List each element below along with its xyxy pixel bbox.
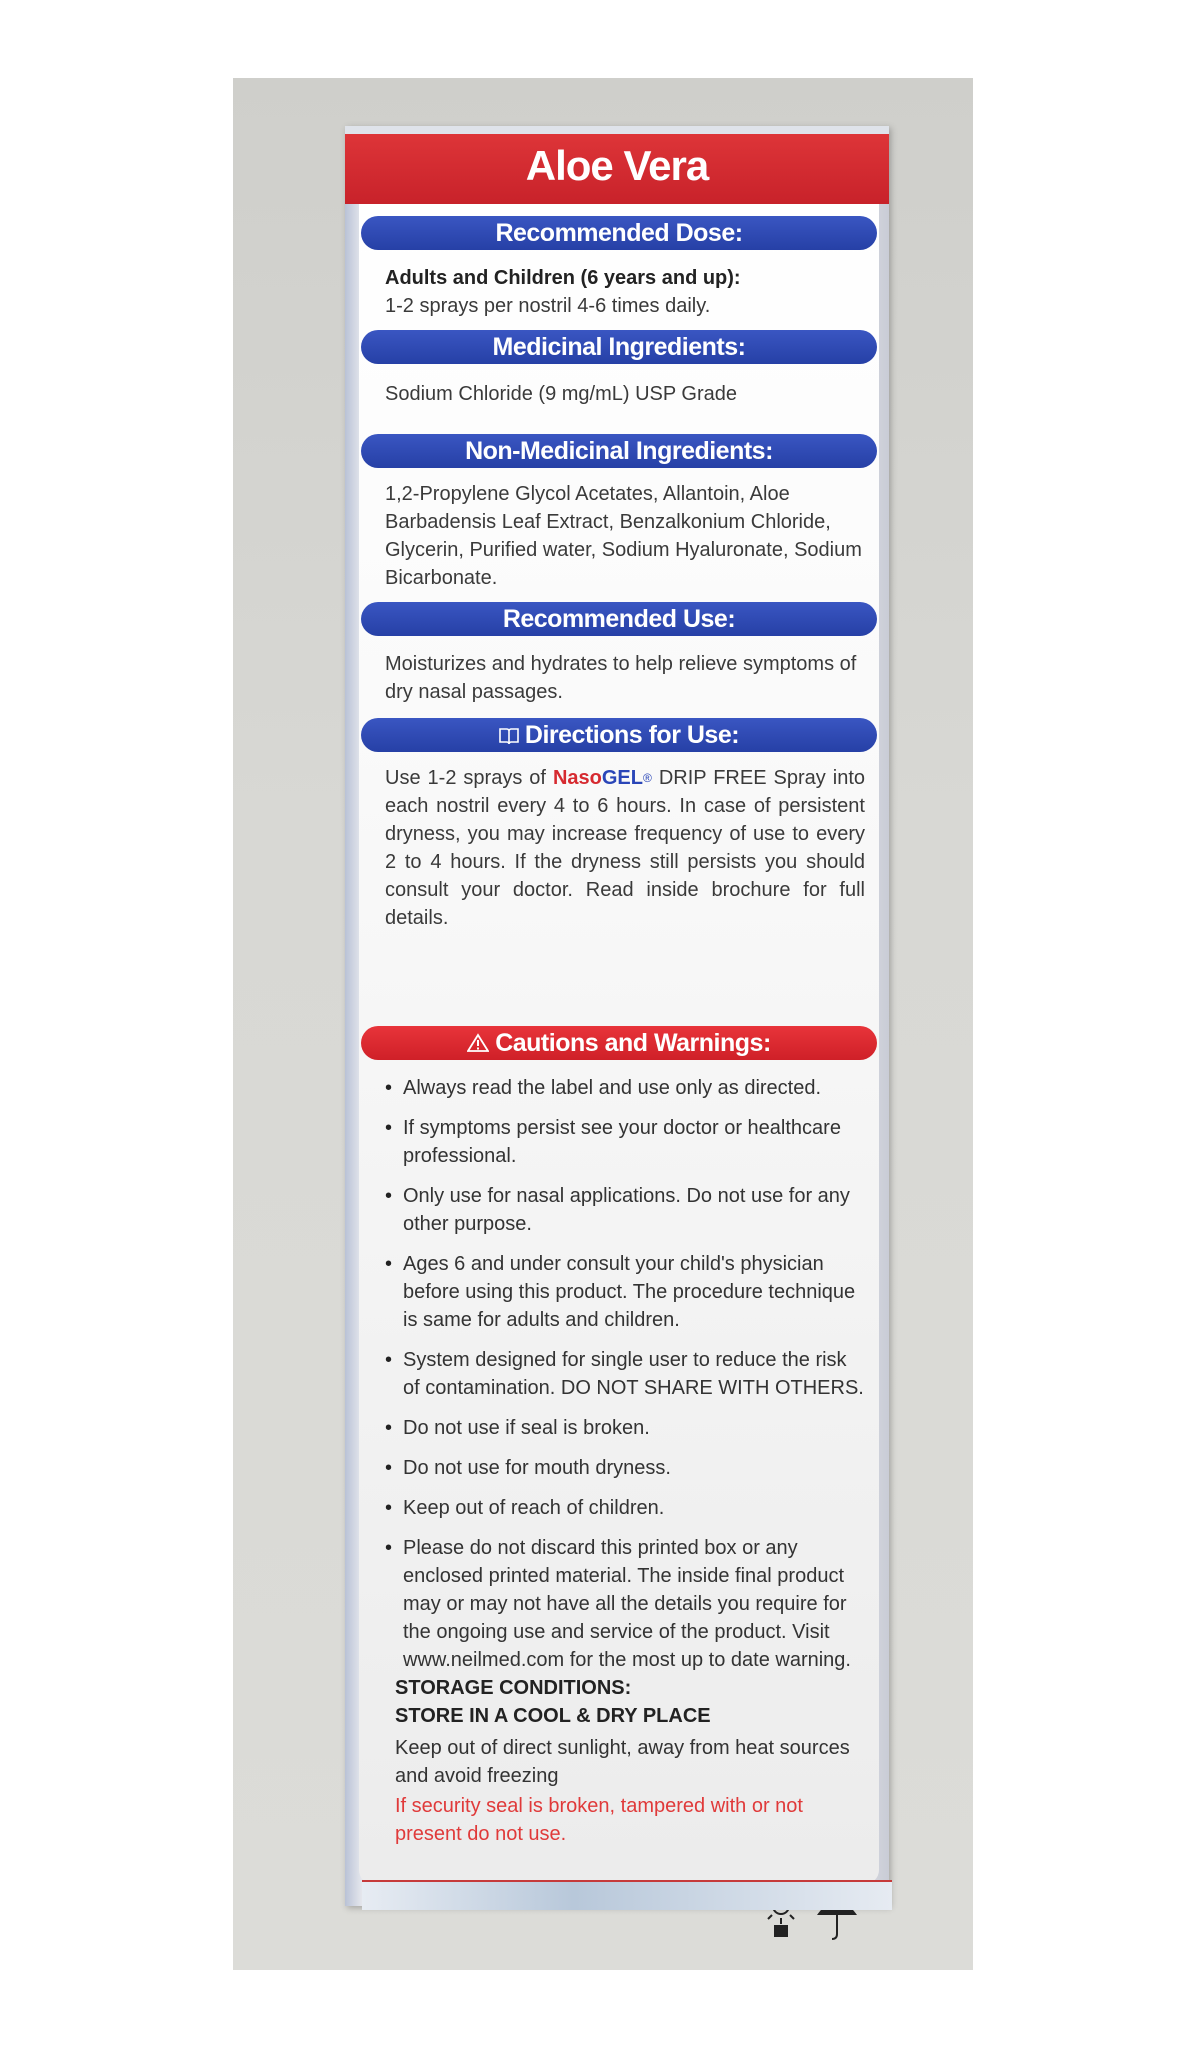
book-icon: [499, 718, 519, 752]
storage-title: STORAGE CONDITIONS: STORE IN A COOL & DRY PLACE: [395, 1677, 711, 1727]
list-item: • Always read the label and use only as directed.: [385, 1074, 865, 1102]
list-item: • System designed for single user to reduce the risk of contamination. DO NOT SHARE WITH OTHERS.: [385, 1346, 865, 1402]
directions-text: Use 1-2 sprays of NasoGEL® DRIP FREE Spray into each nostril every 4 to 6 hours. In case of persistent dryness, you may increase frequency of use to every 2 to 4 hours. If the dryness still persists you should consult your doctor. Read inside brochure for full details.: [385, 767, 865, 929]
label-panel: [359, 204, 879, 1884]
brand-naso: Naso: [552, 767, 602, 789]
box-bottom-edge: [362, 1880, 892, 1910]
list-item: • If symptoms persist see your doctor or healthcare professional.: [385, 1114, 865, 1170]
list-item: • Keep out of reach of children.: [385, 1494, 865, 1522]
list-item: • Only use for nasal applications. Do not use for any other purpose.: [385, 1182, 865, 1238]
non-medicinal-heading: Non-Medicinal Ingredients:: [361, 434, 877, 468]
list-item: • Ages 6 and under consult your child's physician before using this product. The procedure technique is same for adults and children.: [385, 1250, 865, 1334]
product-box-side: [345, 126, 889, 1906]
brand-gel: GEL: [601, 767, 643, 789]
medicinal-heading: Medicinal Ingredients:: [361, 330, 877, 364]
list-item: • Do not use if seal is broken.: [385, 1414, 865, 1442]
directions-heading-label: Directions for Use:: [524, 721, 740, 749]
storage-text: Keep out of direct sunlight, away from heat sources and avoid freezing: [395, 1737, 850, 1787]
medicinal-text: Sodium Chloride (9 mg/mL) USP Grade: [385, 383, 737, 405]
directions-heading: [361, 718, 877, 752]
cautions-heading-label: Cautions and Warnings:: [495, 1029, 771, 1057]
brand-title: Aloe Vera: [525, 142, 709, 189]
security-seal-warning: If security seal is broken, tampered with or not present do not use.: [395, 1795, 803, 1845]
list-item: • Please do not discard this printed box or any enclosed printed material. The inside final product may or may not have all the details you require for the ongoing use and service of the product. Visit www.neilmed.com for the most up to date warning.: [385, 1534, 865, 1674]
warning-triangle-icon: [467, 1026, 489, 1060]
use-heading: Recommended Use:: [361, 602, 877, 636]
use-text: Moisturizes and hydrates to help relieve symptoms of dry nasal passages.: [385, 653, 857, 703]
cautions-list: [385, 1074, 865, 1686]
dose-subheading: Adults and Children (6 years and up):: [385, 267, 741, 289]
cautions-heading: [361, 1026, 877, 1060]
dose-text: 1-2 sprays per nostril 4-6 times daily.: [385, 295, 711, 317]
non-medicinal-text: 1,2-Propylene Glycol Acetates, Allantoin, Aloe Barbadensis Leaf Extract, Benzalkonium Chloride, Glycerin, Purified water, Sodium Hyaluronate, Sodium Bicarbonate.: [385, 483, 862, 589]
top-red-band: [345, 126, 889, 204]
dose-heading: Recommended Dose:: [361, 216, 877, 250]
list-item: • Do not use for mouth dryness.: [385, 1454, 865, 1482]
